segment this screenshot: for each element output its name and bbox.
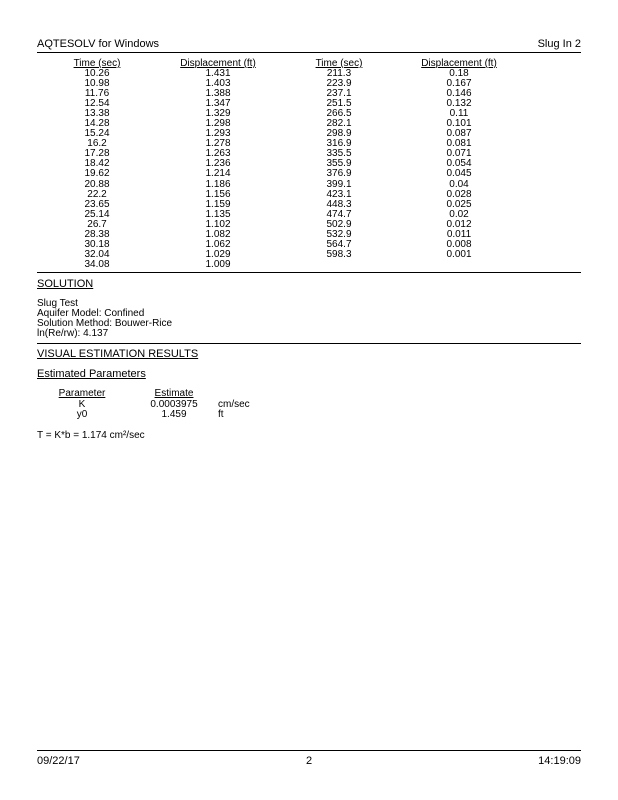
table-cell: 14.28 [84, 118, 110, 130]
table-cell: 1.293 [205, 128, 231, 140]
table-cell: 1.431 [205, 68, 231, 79]
column-header: Time (sec) [73, 58, 121, 69]
table-cell: 23.65 [84, 198, 110, 210]
table-cell: 15.24 [84, 128, 110, 140]
table-cell: 0.02 [449, 208, 469, 220]
print-time: 14:19:09 [538, 755, 581, 767]
time-column-1 [62, 58, 132, 270]
table-cell: 1.156 [205, 188, 231, 200]
table-cell: 0.167 [446, 78, 472, 90]
table-cell: 32.04 [84, 248, 110, 260]
table-cell: 18.42 [84, 158, 110, 170]
displacement-column-1 [168, 58, 268, 270]
table-cell: 0.045 [446, 168, 472, 180]
column-values [168, 69, 268, 270]
print-date: 09/22/17 [37, 755, 80, 767]
table-cell: 17.28 [84, 148, 110, 160]
table-cell: 0.028 [446, 188, 472, 200]
table-cell: 237.1 [326, 88, 352, 100]
table-cell: 335.5 [326, 148, 352, 160]
param-name: K [78, 399, 86, 410]
table-cell: 0.011 [446, 228, 472, 240]
table-cell: 423.1 [326, 188, 352, 200]
table-cell: 0.012 [446, 218, 472, 230]
table-cell: 34.08 [84, 258, 110, 270]
table-cell: 1.102 [205, 218, 231, 230]
table-cell: 1.278 [205, 138, 231, 150]
table-cell: 13.38 [84, 108, 110, 120]
app-title: AQTESOLV for Windows [37, 38, 160, 50]
table-cell: 0.101 [446, 118, 472, 130]
transmissivity-formula: T = K*b = 1.174 cm²/sec [37, 430, 145, 441]
table-cell: 1.347 [205, 98, 231, 110]
solution-heading: SOLUTION [37, 278, 94, 290]
table-cell: 251.5 [326, 98, 352, 110]
table-cell: 1.298 [205, 118, 231, 130]
param-unit: ft [218, 409, 224, 420]
param-estimate: 0.0003975 [150, 399, 198, 410]
table-cell: 266.5 [326, 108, 352, 120]
displacement-column-2 [408, 58, 510, 260]
table-cell: 0.001 [446, 248, 472, 260]
table-cell: 399.1 [326, 178, 352, 190]
table-cell: 25.14 [84, 208, 110, 220]
test-name: Slug In 2 [537, 38, 581, 50]
column-values [408, 69, 510, 260]
table-cell: 0.087 [446, 128, 472, 140]
table-cell: 211.3 [326, 68, 352, 79]
aquifer-model: Aquifer Model: Confined [37, 308, 145, 319]
visual-estimation-heading: VISUAL ESTIMATION RESULTS [37, 348, 199, 360]
table-cell: 223.9 [326, 78, 352, 90]
table-cell: 0.081 [446, 138, 472, 150]
table-cell: 28.38 [84, 228, 110, 240]
table-cell: 1.329 [205, 108, 231, 120]
table-cell: 1.263 [205, 148, 231, 160]
section-rule [37, 272, 581, 273]
radius-ratio: ln(Re/rw): 4.137 [37, 328, 109, 339]
column-values [62, 69, 132, 270]
table-cell: 22.2 [87, 188, 107, 200]
table-cell: 0.054 [446, 158, 472, 170]
table-cell: 474.7 [326, 208, 352, 220]
table-cell: 0.11 [449, 108, 469, 120]
table-cell: 12.54 [84, 98, 110, 110]
table-cell: 26.7 [87, 218, 107, 230]
test-type: Slug Test [37, 298, 78, 309]
table-cell: 448.3 [326, 198, 352, 210]
table-cell: 1.186 [205, 178, 231, 190]
page-number: 2 [305, 755, 313, 767]
table-cell: 1.159 [205, 198, 231, 210]
table-cell: 532.9 [326, 228, 352, 240]
table-cell: 1.009 [205, 258, 231, 270]
table-cell: 376.9 [326, 168, 352, 180]
table-cell: 0.18 [449, 68, 469, 79]
header-rule [37, 52, 581, 53]
param-estimate: 1.459 [161, 409, 187, 420]
table-cell: 0.146 [446, 88, 472, 100]
column-header: Displacement (ft) [180, 58, 256, 69]
table-cell: 355.9 [326, 158, 352, 170]
table-cell: 1.236 [205, 158, 231, 170]
time-column-2 [304, 58, 374, 260]
param-unit: cm/sec [218, 399, 250, 410]
table-cell: 598.3 [326, 248, 352, 260]
table-cell: 1.214 [205, 168, 231, 180]
table-cell: 1.062 [205, 238, 231, 250]
table-cell: 20.88 [84, 178, 110, 190]
table-cell: 0.008 [446, 238, 472, 250]
parameter-column-header: Parameter [58, 388, 106, 399]
estimate-column-header: Estimate [154, 388, 194, 399]
table-cell: 564.7 [326, 238, 352, 250]
table-cell: 0.04 [449, 178, 469, 190]
column-header: Displacement (ft) [421, 58, 497, 69]
table-cell: 10.26 [84, 68, 110, 79]
table-cell: 316.9 [326, 138, 352, 150]
table-cell: 282.1 [326, 118, 352, 130]
table-cell: 1.388 [205, 88, 231, 100]
table-cell: 19.62 [84, 168, 110, 180]
table-cell: 1.403 [205, 78, 231, 90]
table-cell: 0.071 [446, 148, 472, 160]
table-cell: 10.98 [84, 78, 110, 90]
table-cell: 1.082 [205, 228, 231, 240]
footer-rule [37, 750, 581, 751]
param-name: y0 [76, 409, 88, 420]
solution-method: Solution Method: Bouwer-Rice [37, 318, 173, 329]
table-cell: 1.029 [205, 248, 231, 260]
table-cell: 0.132 [446, 98, 472, 110]
column-values [304, 69, 374, 260]
table-cell: 502.9 [326, 218, 352, 230]
column-header: Time (sec) [315, 58, 363, 69]
section-rule [37, 343, 581, 344]
estimated-parameters-heading: Estimated Parameters [37, 368, 146, 380]
table-cell: 0.025 [446, 198, 472, 210]
table-cell: 30.18 [84, 238, 110, 250]
table-cell: 16.2 [87, 138, 107, 150]
table-cell: 298.9 [326, 128, 352, 140]
table-cell: 11.76 [84, 88, 110, 100]
table-cell: 1.135 [205, 208, 231, 220]
